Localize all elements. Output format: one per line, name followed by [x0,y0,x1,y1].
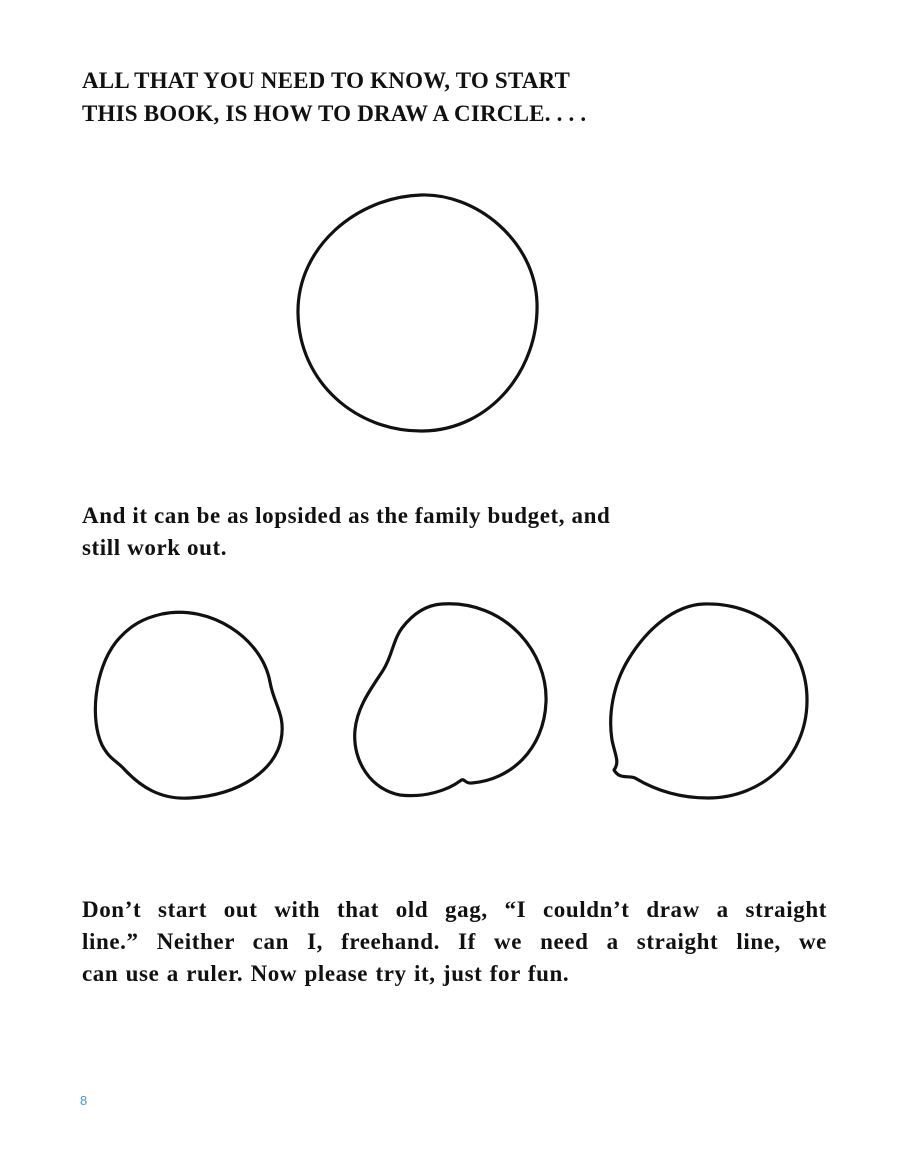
heading-line: THIS BOOK, IS HOW TO DRAW A CIRCLE. . . . [82,101,587,126]
paragraph-line: can use a ruler. Now please try it, just for fun. [82,961,570,986]
paragraph-lopsided [82,500,742,564]
lopsided-circles-drawing [80,590,820,820]
lopsided-circle-1 [95,612,282,798]
page-heading [82,64,722,130]
circle-drawing [285,185,555,445]
heading-line: ALL THAT YOU NEED TO KNOW, TO START [82,68,571,93]
page-number: 8 [80,1093,88,1108]
paragraph-line: Don’t start out with that old gag, “I couldn’t draw a straight [82,897,827,922]
lopsided-circle-2 [355,604,546,796]
paragraph-line: And it can be as lopsided as the family budget, and [82,503,611,528]
paragraph-straight-line [82,894,827,990]
paragraph-line: still work out. [82,535,228,560]
lopsided-circle-3 [611,604,807,798]
paragraph-line: line.” Neither can I, freehand. If we need a straight line, we [82,929,827,954]
circle-stroke [298,195,537,431]
